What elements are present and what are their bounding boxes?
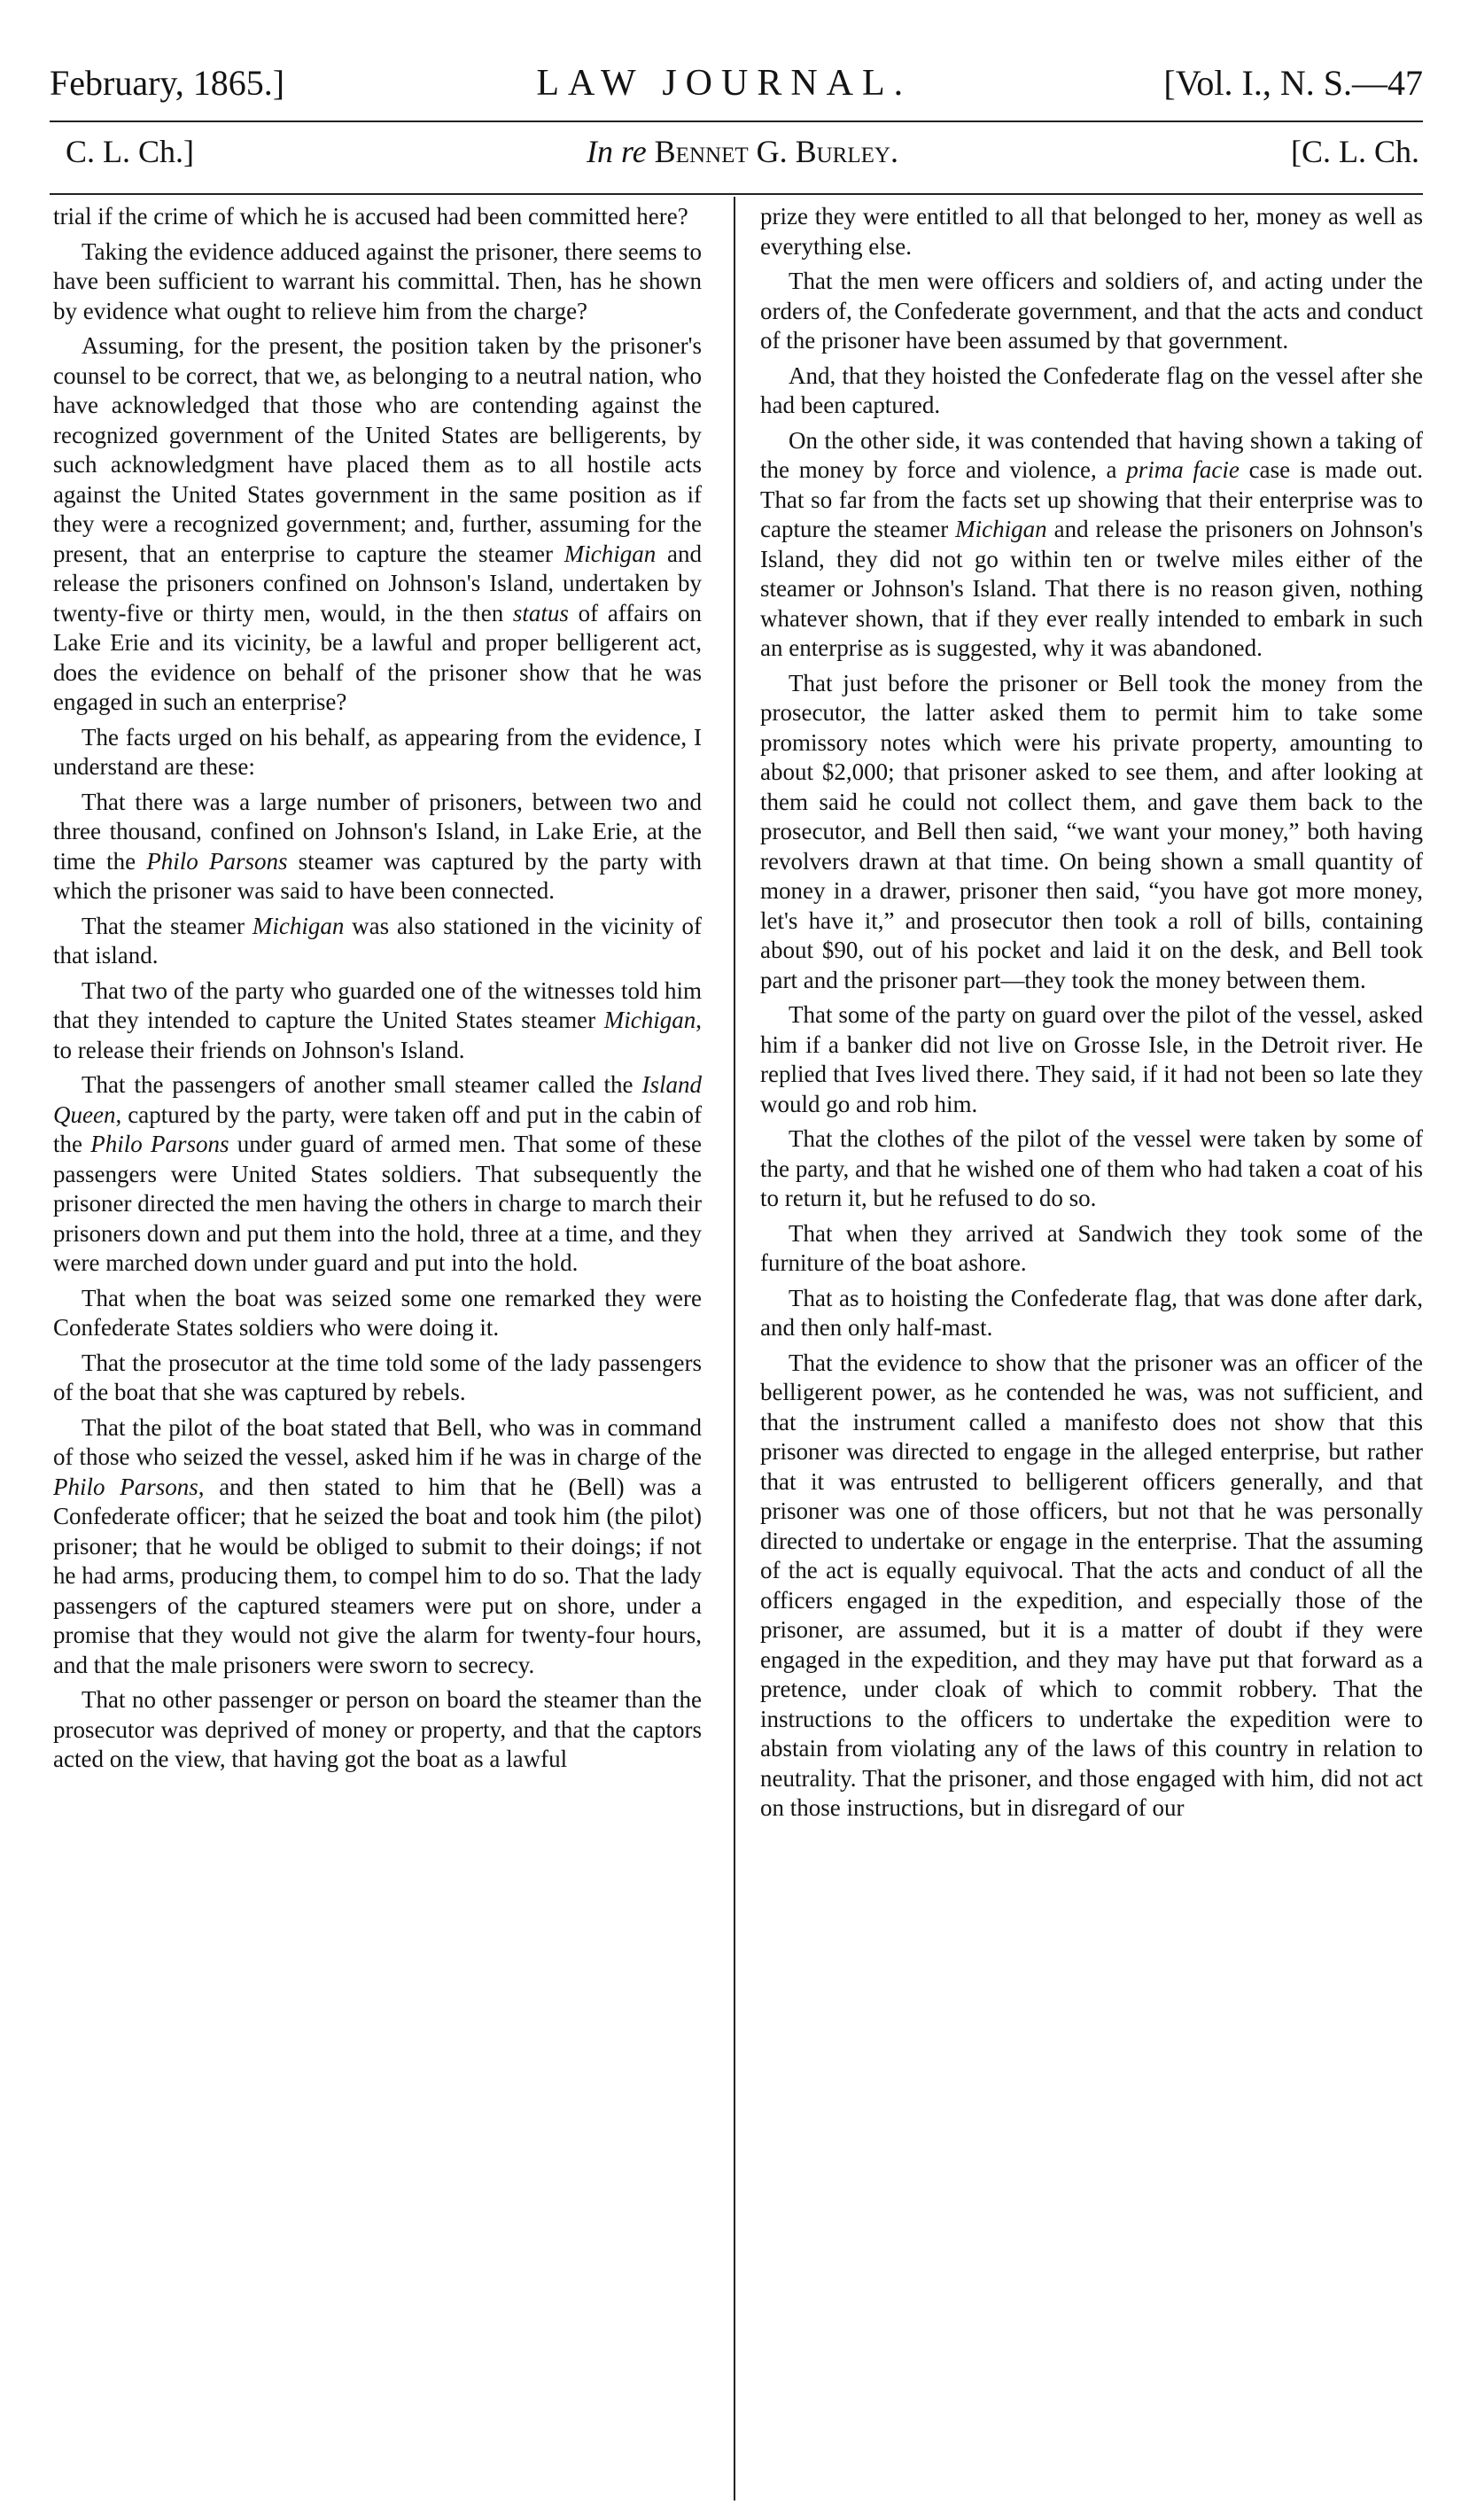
paragraph: And, that they hoisted the Confederate flag on the vessel after she had been captured. — [760, 362, 1423, 418]
court-right: [C. L. Ch. — [1290, 134, 1419, 169]
paragraph: That the clothes of the pilot of the vessel were taken by some of the party, and that he wished one of them who had taken a coat of his to return it, but he refused to do so. — [760, 1125, 1423, 1211]
paragraph: That the steamer Michigan was also stationed in the vicinity of that island. — [53, 912, 702, 968]
paragraph: That the men were officers and soldiers of, and acting under the orders of, the Confederate government, and that the acts and conduct of the prisoner have been assumed by that government. — [760, 268, 1423, 354]
paragraph: That just before the prisoner or Bell took the money from the prosecutor, the latter asked them to permit him to take some promissory notes which were his private property, amounting to about $2,000; that prisoner asked to see them, and after looking at them said he could not collect them, and gave them back to the prosecutor, and Bell then said, “we want your money,” both having revolvers drawn at that time. On being shown a small quantity of money in a drawer, prisoner then said, “you have got more money, let's have it,” and prosecutor then took a roll of bills, containing about $90, out of his pocket and laid it on the desk, and Bell took part and the prisoner part—they took the money between them. — [760, 669, 1423, 993]
court-left: C. L. Ch.] — [66, 134, 195, 169]
paragraph: That some of the party on guard over the pilot of the vessel, asked him if a banker did not live on Grosse Isle, in the Detroit river. He replied that Ives lived there. They said, if it had not been so late they would go and rob him. — [760, 1001, 1423, 1117]
header-date: February, 1865.] — [50, 63, 285, 103]
journal-title: LAW JOURNAL. — [536, 63, 913, 104]
right-column — [760, 202, 1423, 2488]
paragraph: The facts urged on his behalf, as appearing from the evidence, I understand are these: — [53, 723, 702, 780]
paragraph: That as to hoisting the Confederate flag, that was done after dark, and then only half-mast. — [760, 1284, 1423, 1341]
case-prefix: In re — [587, 134, 647, 169]
paragraph: That when the boat was seized some one remarked they were Confederate States soldiers who were doing it. — [53, 1284, 702, 1341]
header-rule — [50, 121, 1423, 122]
paragraph: That the prosecutor at the time told some of the lady passengers of the boat that she was captured by rebels. — [53, 1349, 702, 1405]
paragraph: That the evidence to show that the prisoner was an officer of the belligerent power, as he contended he was, was not sufficient, and that the instrument called a manifesto does not show that this prisoner was directed to engage in the alleged enterprise, but rather that it was entrusted to belligerent officers generally, and that prisoner was one of those officers, but not that he was personally directed to undertake or engage in the enterprise. That the assuming of the act is equally equivocal. That the acts and conduct of all the officers engaged in the expedition, and especially those of the prisoner, are assumed, but it is a matter of doubt if they were engaged in the expedition, and they may have put that forward as a pretence, under cloak of which to commit robbery. That the instructions to the officers to undertake the expedition were to abstain from violating any of the laws of this country in relation to neutrality. That the prisoner, and those engaged with him, did not act on those instructions, but in disregard of our — [760, 1349, 1423, 1821]
paragraph: That two of the party who guarded one of the witnesses told him that they intended to capture the United States steamer Michigan, to release their friends on Johnson's Island. — [53, 976, 702, 1063]
header-volume: [Vol. I., N. S.—47 — [1163, 63, 1423, 103]
case-title — [587, 133, 898, 170]
paragraph: That there was a large number of prisoners, between two and three thousand, confined on Johnson's Island, in Lake Erie, at the time the Philo Parsons steamer was captured by the party with which the prisoner was said to have been connected. — [53, 788, 702, 904]
paragraph: That the passengers of another small steamer called the Island Queen, captured by the party, were taken off and put in the cabin of the Philo Parsons under guard of armed men. That some of these passengers were United States soldiers. That subsequently the prisoner directed the men having the others in charge to march their prisoners down and put them into the hold, three at a time, and they were marched down under guard and put into the hold. — [53, 1071, 702, 1276]
subheader-rule — [50, 193, 1423, 195]
paragraph: trial if the crime of which he is accused had been committed here? — [53, 203, 688, 229]
left-column — [53, 202, 702, 2488]
case-header — [66, 133, 1419, 183]
running-header — [50, 62, 1423, 115]
paragraph: That when they arrived at Sandwich they took some of the furniture of the boat ashore. — [760, 1219, 1423, 1276]
case-name: Bennet G. Burley. — [654, 134, 898, 169]
paragraph: On the other side, it was contended that having shown a taking of the money by force and violence, a prima facie case is made out. That so far from the facts set up showing that their enterprise was to capture the steamer Michigan and release the prisoners on Johnson's Island, they did not go within ten or twelve miles either of the steamer or Johnson's Island. That there is no reason given, nothing whatever shown, that if they ever really intended to embark in such an enterprise as is suggested, why it was abandoned. — [760, 426, 1423, 661]
paragraph: Assuming, for the present, the position taken by the prisoner's counsel to be correct, that we, as belonging to a neutral nation, who have acknowledged that those who are contending against the recognized government of the United States are belligerents, by such acknowledgment have placed them as to all hostile acts against the United States government in the same position as if they were a recognized government; and, further, assuming for the present, that an enterprise to capture the steamer Michigan and release the prisoners confined on Johnson's Island, undertaken by twenty-five or thirty men, would, in the then status of affairs on Lake Erie and its vicinity, be a lawful and proper belligerent act, does the evidence on behalf of the prisoner show that he was engaged in such an enterprise? — [53, 332, 702, 715]
paragraph: That the pilot of the boat stated that Bell, who was in command of those who seized the vessel, asked him if he was in charge of the Philo Parsons, and then stated to him that he (Bell) was a Confederate officer; that he seized the boat and took him (the pilot) prisoner; that he would be obliged to submit to their doings; if not he had arms, producing them, to compel him to do so. That the lady passengers of the captured steamers were put on shore, under a promise that they would not give the alarm for twenty-four hours, and that the male prisoners were sworn to secrecy. — [53, 1413, 702, 1678]
paragraph: That no other passenger or person on board the steamer than the prosecutor was deprived of money or property, and that the captors acted on the view, that having got the boat as a lawful — [53, 1686, 702, 1772]
paragraph: Taking the evidence adduced against the prisoner, there seems to have been sufficient to warrant his committal. Then, has he shown by evidence what ought to relieve him from the charge? — [53, 237, 702, 324]
paragraph: prize they were entitled to all that belonged to her, money as well as everything else. — [760, 203, 1423, 260]
column-divider — [734, 197, 735, 2501]
